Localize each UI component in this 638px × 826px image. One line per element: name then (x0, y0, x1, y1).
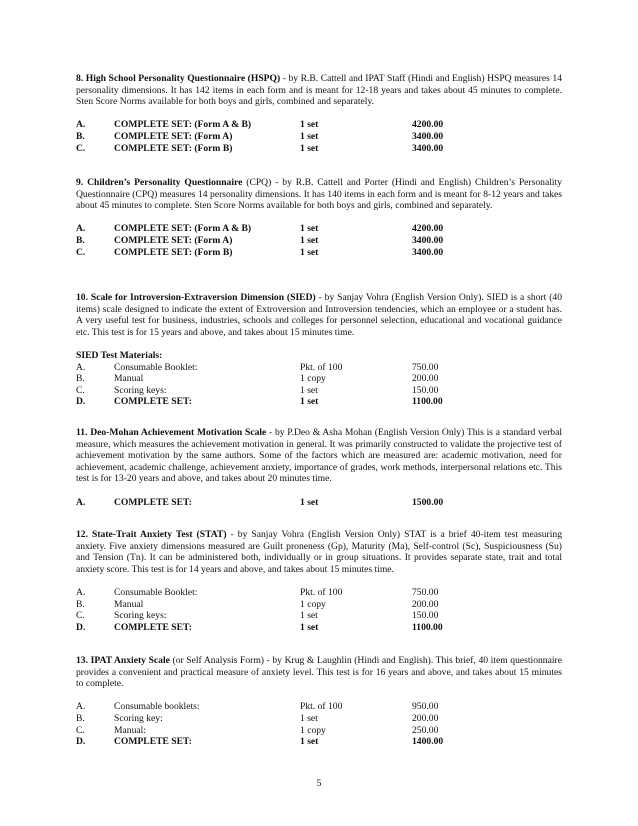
price-row: A. Consumable Booklet: Pkt. of 100 750.00 (76, 361, 439, 373)
price-row: A. COMPLETE SET: 1 set 1500.00 (76, 496, 444, 508)
section-description: - by P.Deo & Asha Mohan (English Version Only) This is a standard verbal measure, which measures the achievement motivation in general. It was primarily constructed to validate the projective test of achievement motivation by the same authors. Some of the factors which are measured are: academic motivation, need for achievement, academic challenge, achievement anxiety, importance of grades, work methods, interpersonal relations etc. This test is for 13-20 years and above, and takes about 20 minutes time. (76, 427, 562, 485)
section-paragraph (76, 73, 562, 108)
section-title: 11. Deo-Mohan Achievement Motivation Scale (76, 427, 267, 438)
section-description: - by Sanjay Vohra (English Version Only) STAT is a brief 40-item test measuring anxiety. Five anxiety dimensions measured are Guilt proneness (Gp), Maturity (Ma), Self-control (Sc), Suspiciousness (Su) and Tension (Tn). It can be administered both, individually or in group situations. It provides separate state, trait and total anxiety score. This test is for 14 years and above, and takes about 15 minutes time. (76, 529, 562, 575)
section-title: 9. Children’s Personality Questionnaire (76, 177, 243, 188)
section-sied (76, 292, 562, 408)
price-row: A. Consumable booklets: Pkt. of 100 950.00 (76, 701, 439, 713)
section-ipat-anxiety (76, 655, 562, 748)
price-row: A. Consumable Booklet: Pkt. of 100 750.00 (76, 586, 439, 598)
section-description: (CPQ) - by R.B. Cattell and Porter (Hindi and English) Children’s Personality Questionnaire (CPQ) measures 14 personality dimensions. It has 140 items in each form and is meant for 8-12 years and takes about 45 minutes to complete. Sten Score Norms available for both boys and girls, combined and separately. (76, 177, 562, 212)
price-row: B. Manual 1 copy 200.00 (76, 598, 439, 610)
price-row: B. COMPLETE SET: (Form A) 1 set 3400.00 (76, 130, 444, 142)
price-row: D. COMPLETE SET: 1 set 1100.00 (76, 396, 443, 408)
section-hspq (76, 73, 562, 154)
section-title: 8. High School Personality Questionnaire (HSPQ) (76, 73, 281, 84)
price-row: B. COMPLETE SET: (Form A) 1 set 3400.00 (76, 234, 444, 246)
section-paragraph (76, 427, 562, 485)
section-title: 10. Scale for Introversion-Extraversion Dimension (SIED) (76, 292, 316, 303)
materials-heading: SIED Test Materials: (76, 349, 163, 361)
section-achievement-motivation (76, 427, 562, 508)
price-row: B. Scoring key: 1 set 200.00 (76, 712, 439, 724)
price-row: B. Manual 1 copy 200.00 (76, 373, 439, 385)
section-description: (or Self Analysis Form) - by Krug & Laughlin (Hindi and English). This brief, 40 item questionnaire provides a convenient and practical measure of anxiety level. This test is for 16 years and above, and takes about 15 minutes to complete. (76, 655, 562, 690)
price-row: C. Manual: 1 copy 250.00 (76, 724, 439, 736)
price-row: C. Scoring keys: 1 set 150.00 (76, 610, 439, 622)
section-description: - by Sanjay Vohra (English Version Only). SIED is a short (40 items) scale designed to indicate the extent of Extroversion and Introversion tendencies, which an employee or a student has. A very useful test for business, industries, schools and colleges for personnel selection, educational and vocational guidance etc. This test is for 15 years and above, and takes about 15 minutes time. (76, 292, 563, 338)
price-row: C. COMPLETE SET: (Form B) 1 set 3400.00 (76, 142, 444, 154)
section-paragraph (76, 529, 562, 575)
price-row: D. COMPLETE SET: 1 set 1400.00 (76, 736, 444, 748)
section-paragraph (76, 177, 562, 212)
section-title: 12. State-Trait Anxiety Test (STAT) (76, 529, 227, 540)
price-row: A. COMPLETE SET: (Form A & B) 1 set 4200.00 (76, 119, 444, 131)
page-number: 5 (316, 778, 322, 789)
section-description: - by R.B. Cattell and IPAT Staff (Hindi and English) HSPQ measures 14 personality dimensions. It has 142 items in each form and is meant for 12-18 years and takes about 45 minutes to complete. Sten Score Norms available for both boys and girls, combined and separately. (76, 73, 562, 108)
section-title: 13. IPAT Anxiety Scale (76, 655, 170, 666)
price-row: C. COMPLETE SET: (Form B) 1 set 3400.00 (76, 246, 444, 258)
price-row: C. Scoring keys: 1 set 150.00 (76, 384, 439, 396)
price-row: A. COMPLETE SET: (Form A & B) 1 set 4200.00 (76, 223, 444, 235)
section-stat (76, 529, 562, 633)
section-cpq (76, 177, 562, 258)
price-row: D. COMPLETE SET: 1 set 1100.00 (76, 621, 443, 633)
section-paragraph (76, 292, 562, 338)
section-paragraph (76, 655, 562, 690)
